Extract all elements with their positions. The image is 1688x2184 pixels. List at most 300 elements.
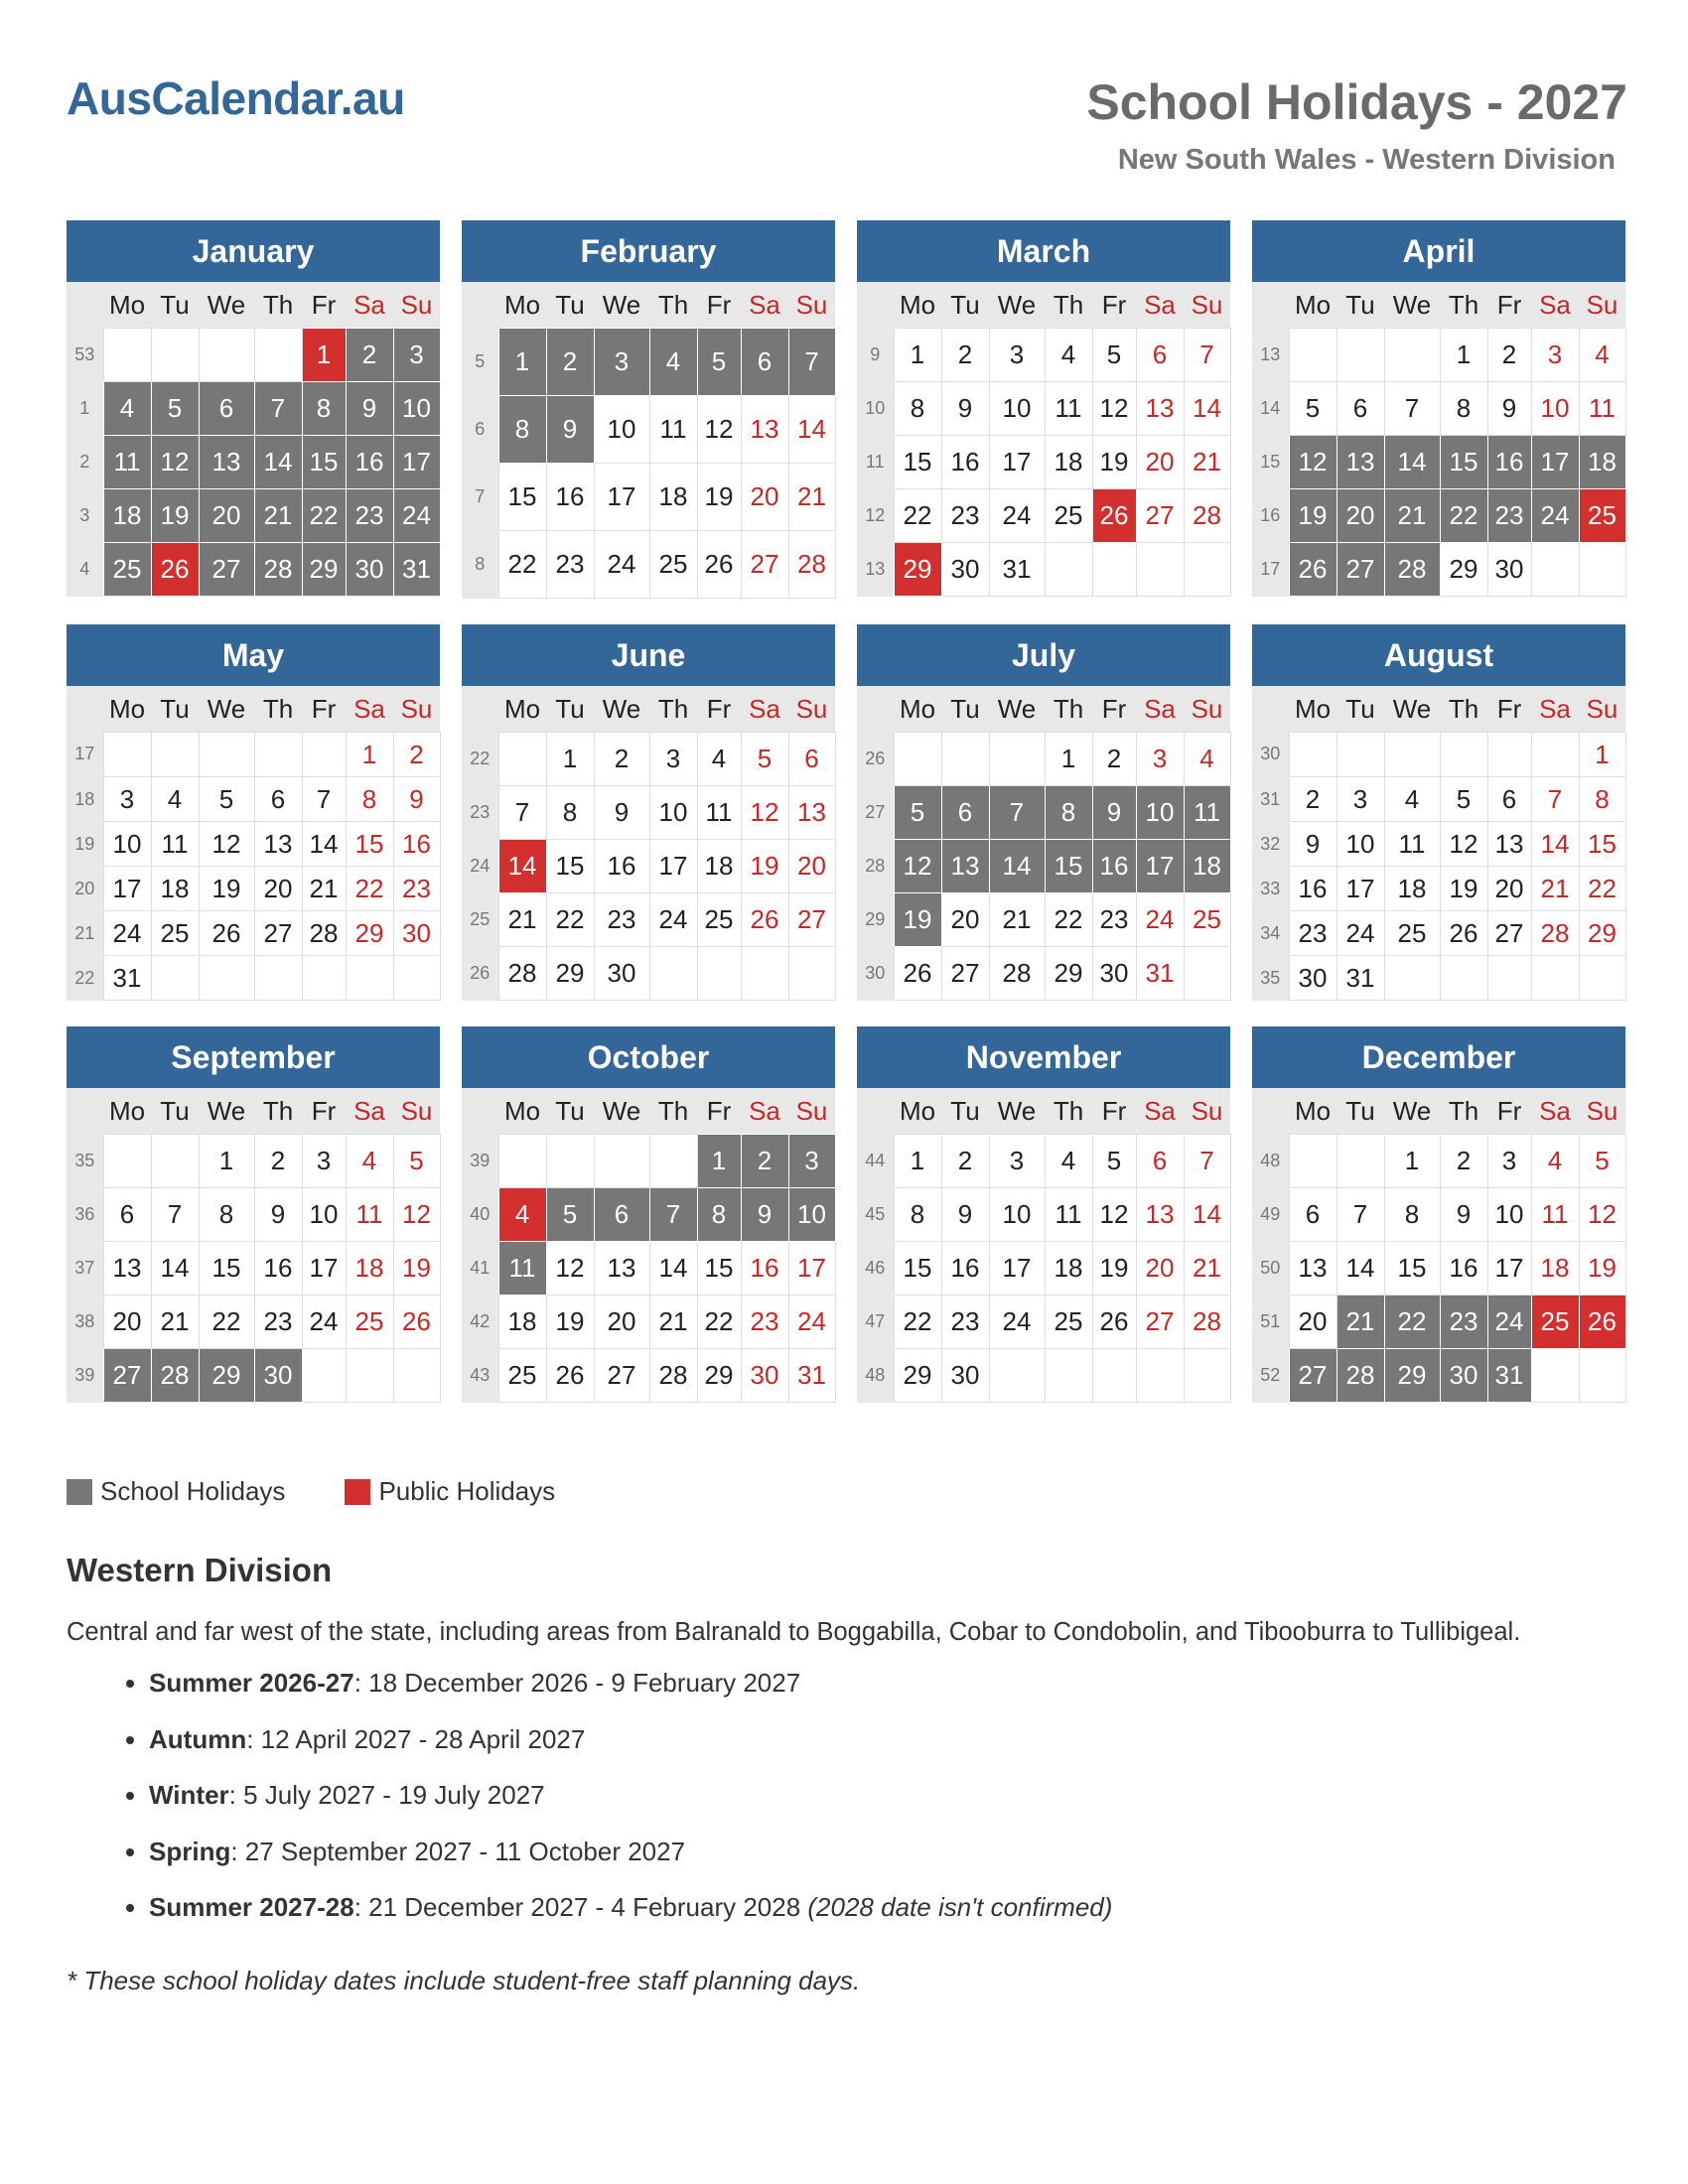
day-cell: 9 bbox=[393, 777, 440, 822]
empty-cell bbox=[788, 947, 835, 1001]
day-cell: 22 bbox=[302, 489, 346, 543]
day-cell: 8 bbox=[894, 1188, 941, 1242]
weekday-label: We bbox=[989, 686, 1045, 733]
day-cell: 2 bbox=[393, 733, 440, 777]
day-cell: 10 bbox=[103, 822, 151, 867]
day-cell: 30 bbox=[594, 947, 649, 1001]
day-cell: 27 bbox=[594, 1349, 649, 1403]
weekday-label: Mo bbox=[498, 686, 546, 733]
day-cell: 25 bbox=[498, 1349, 546, 1403]
day-cell: 31 bbox=[1336, 956, 1384, 1001]
day-cell: 15 bbox=[498, 464, 546, 531]
week-number: 33 bbox=[1252, 867, 1289, 911]
week-number: 34 bbox=[1252, 911, 1289, 956]
weekday-label: Th bbox=[1045, 282, 1092, 329]
month-december bbox=[1252, 1026, 1625, 1403]
empty-cell bbox=[103, 1135, 151, 1188]
month-table bbox=[1252, 282, 1626, 597]
month-january bbox=[67, 220, 440, 599]
day-cell: 9 bbox=[941, 382, 989, 436]
day-cell: 17 bbox=[989, 436, 1045, 489]
day-cell: 12 bbox=[1440, 822, 1487, 867]
day-cell: 29 bbox=[1579, 911, 1625, 956]
day-cell: 14 bbox=[1384, 436, 1440, 489]
weekday-label: Su bbox=[1579, 686, 1625, 733]
month-table bbox=[462, 686, 836, 1001]
day-cell: 22 bbox=[894, 489, 941, 543]
weekday-label: Su bbox=[393, 686, 440, 733]
empty-cell bbox=[1184, 1349, 1230, 1403]
day-cell: 5 bbox=[697, 329, 741, 396]
month-header: September bbox=[67, 1026, 440, 1088]
day-cell: 30 bbox=[254, 1349, 302, 1403]
day-cell: 24 bbox=[1487, 1296, 1531, 1349]
day-cell: 13 bbox=[788, 786, 835, 840]
weekday-label: Su bbox=[1579, 1088, 1625, 1135]
weekday-label: Th bbox=[649, 686, 697, 733]
empty-cell bbox=[151, 733, 199, 777]
day-cell: 13 bbox=[103, 1242, 151, 1296]
empty-cell bbox=[199, 956, 254, 1001]
day-cell: 16 bbox=[1092, 840, 1136, 893]
day-cell: 20 bbox=[199, 489, 254, 543]
week-number: 26 bbox=[462, 947, 498, 1001]
weekday-label: Mo bbox=[894, 1088, 941, 1135]
day-cell: 12 bbox=[199, 822, 254, 867]
empty-cell bbox=[393, 1349, 440, 1403]
legend-school-label: School Holidays bbox=[100, 1476, 286, 1506]
page-title: School Holidays - 2027 bbox=[1086, 74, 1627, 130]
day-cell: 26 bbox=[151, 543, 199, 597]
day-cell: 15 bbox=[346, 822, 393, 867]
legend-public-label: Public Holidays bbox=[378, 1476, 556, 1506]
day-cell: 18 bbox=[1384, 867, 1440, 911]
holiday-item bbox=[149, 1892, 1112, 1949]
empty-cell bbox=[649, 947, 697, 1001]
day-cell: 18 bbox=[1045, 1242, 1092, 1296]
week-number: 3 bbox=[67, 489, 103, 543]
empty-cell bbox=[151, 956, 199, 1001]
weekday-label: Fr bbox=[1487, 282, 1531, 329]
day-cell: 24 bbox=[649, 893, 697, 947]
day-cell: 8 bbox=[199, 1188, 254, 1242]
weekday-label: Mo bbox=[103, 1088, 151, 1135]
month-august bbox=[1252, 624, 1625, 1001]
week-number: 17 bbox=[1252, 543, 1289, 597]
week-number: 20 bbox=[67, 867, 103, 911]
weekday-label: Fr bbox=[1092, 1088, 1136, 1135]
weekday-label: Sa bbox=[1531, 686, 1579, 733]
day-cell: 5 bbox=[1289, 382, 1336, 436]
empty-cell bbox=[254, 329, 302, 382]
month-header: March bbox=[857, 220, 1230, 282]
week-number: 25 bbox=[462, 893, 498, 947]
day-cell: 1 bbox=[498, 329, 546, 396]
day-cell: 10 bbox=[989, 1188, 1045, 1242]
weekday-label: Tu bbox=[151, 1088, 199, 1135]
day-cell: 21 bbox=[302, 867, 346, 911]
weekday-label: Tu bbox=[941, 282, 989, 329]
weekday-label: Fr bbox=[302, 686, 346, 733]
empty-cell bbox=[1487, 956, 1531, 1001]
week-number: 37 bbox=[67, 1242, 103, 1296]
day-cell: 10 bbox=[393, 382, 440, 436]
week-number: 6 bbox=[462, 396, 498, 464]
day-cell: 7 bbox=[989, 786, 1045, 840]
day-cell: 1 bbox=[546, 733, 594, 786]
day-cell: 1 bbox=[1384, 1135, 1440, 1188]
day-cell: 18 bbox=[1579, 436, 1625, 489]
day-cell: 19 bbox=[1440, 867, 1487, 911]
day-cell: 26 bbox=[1579, 1296, 1625, 1349]
month-header: October bbox=[462, 1026, 835, 1088]
holiday-name: Winter bbox=[149, 1780, 229, 1810]
weekday-label: Th bbox=[254, 282, 302, 329]
weekday-label: Tu bbox=[941, 1088, 989, 1135]
day-cell: 8 bbox=[1579, 777, 1625, 822]
holiday-dates: : 5 July 2027 - 19 July 2027 bbox=[228, 1780, 545, 1810]
weekday-label: We bbox=[989, 282, 1045, 329]
day-cell: 8 bbox=[546, 786, 594, 840]
day-cell: 11 bbox=[151, 822, 199, 867]
day-cell: 24 bbox=[103, 911, 151, 956]
site-logo[interactable]: AusCalendar.au bbox=[67, 72, 405, 124]
empty-cell bbox=[1336, 1135, 1384, 1188]
week-number: 2 bbox=[67, 436, 103, 489]
week-number: 42 bbox=[462, 1296, 498, 1349]
day-cell: 16 bbox=[393, 822, 440, 867]
week-number: 12 bbox=[857, 489, 894, 543]
day-cell: 26 bbox=[199, 911, 254, 956]
day-cell: 8 bbox=[697, 1188, 741, 1242]
weekday-label: Sa bbox=[741, 1088, 788, 1135]
day-cell: 28 bbox=[254, 543, 302, 597]
day-cell: 14 bbox=[1184, 1188, 1230, 1242]
day-cell: 14 bbox=[1336, 1242, 1384, 1296]
day-cell: 31 bbox=[788, 1349, 835, 1403]
weekday-label: Sa bbox=[741, 282, 788, 329]
day-cell: 7 bbox=[151, 1188, 199, 1242]
day-cell: 4 bbox=[1531, 1135, 1579, 1188]
day-cell: 25 bbox=[649, 531, 697, 599]
day-cell: 28 bbox=[1531, 911, 1579, 956]
day-cell: 27 bbox=[941, 947, 989, 1001]
day-cell: 4 bbox=[151, 777, 199, 822]
week-number: 21 bbox=[67, 911, 103, 956]
empty-cell bbox=[1531, 956, 1579, 1001]
day-cell: 4 bbox=[1184, 733, 1230, 786]
day-cell: 3 bbox=[103, 777, 151, 822]
day-cell: 14 bbox=[649, 1242, 697, 1296]
weekday-label: We bbox=[1384, 282, 1440, 329]
day-cell: 23 bbox=[546, 531, 594, 599]
day-cell: 24 bbox=[788, 1296, 835, 1349]
day-cell: 31 bbox=[103, 956, 151, 1001]
holiday-dates: : 21 December 2027 - 4 February 2028 bbox=[353, 1892, 808, 1922]
day-cell: 13 bbox=[199, 436, 254, 489]
week-number: 32 bbox=[1252, 822, 1289, 867]
day-cell: 6 bbox=[741, 329, 788, 396]
weekday-label: We bbox=[594, 282, 649, 329]
day-cell: 27 bbox=[1336, 543, 1384, 597]
week-number-header bbox=[67, 282, 103, 329]
week-number: 49 bbox=[1252, 1188, 1289, 1242]
month-table bbox=[67, 282, 441, 597]
weekday-label: Tu bbox=[546, 1088, 594, 1135]
day-cell: 5 bbox=[894, 786, 941, 840]
holiday-item bbox=[149, 1668, 1112, 1724]
day-cell: 21 bbox=[788, 464, 835, 531]
month-header: May bbox=[67, 624, 440, 686]
public-holiday-swatch bbox=[345, 1479, 370, 1505]
empty-cell bbox=[1579, 956, 1625, 1001]
day-cell: 4 bbox=[1045, 1135, 1092, 1188]
week-number-header bbox=[462, 1088, 498, 1135]
day-cell: 27 bbox=[103, 1349, 151, 1403]
weekday-label: Th bbox=[1440, 282, 1487, 329]
empty-cell bbox=[393, 956, 440, 1001]
day-cell: 19 bbox=[393, 1242, 440, 1296]
empty-cell bbox=[1136, 543, 1184, 597]
day-cell: 12 bbox=[151, 436, 199, 489]
day-cell: 11 bbox=[1045, 1188, 1092, 1242]
day-cell: 2 bbox=[741, 1135, 788, 1188]
day-cell: 8 bbox=[1440, 382, 1487, 436]
day-cell: 24 bbox=[393, 489, 440, 543]
week-number: 41 bbox=[462, 1242, 498, 1296]
empty-cell bbox=[1384, 329, 1440, 382]
weekday-label: Tu bbox=[941, 686, 989, 733]
day-cell: 5 bbox=[1440, 777, 1487, 822]
empty-cell bbox=[546, 1135, 594, 1188]
day-cell: 1 bbox=[199, 1135, 254, 1188]
week-number: 23 bbox=[462, 786, 498, 840]
weekday-label: Tu bbox=[1336, 1088, 1384, 1135]
day-cell: 16 bbox=[346, 436, 393, 489]
day-cell: 14 bbox=[1184, 382, 1230, 436]
day-cell: 13 bbox=[1336, 436, 1384, 489]
day-cell: 16 bbox=[941, 1242, 989, 1296]
month-table bbox=[1252, 686, 1626, 1001]
day-cell: 6 bbox=[1289, 1188, 1336, 1242]
day-cell: 18 bbox=[697, 840, 741, 893]
day-cell: 27 bbox=[199, 543, 254, 597]
weekday-label: Th bbox=[254, 686, 302, 733]
weekday-label: Tu bbox=[1336, 686, 1384, 733]
weekday-label: We bbox=[199, 282, 254, 329]
week-number-header bbox=[67, 1088, 103, 1135]
day-cell: 9 bbox=[741, 1188, 788, 1242]
day-cell: 30 bbox=[941, 1349, 989, 1403]
day-cell: 9 bbox=[1289, 822, 1336, 867]
weekday-label: Fr bbox=[302, 1088, 346, 1135]
day-cell: 8 bbox=[1384, 1188, 1440, 1242]
day-cell: 2 bbox=[1487, 329, 1531, 382]
day-cell: 22 bbox=[546, 893, 594, 947]
day-cell: 17 bbox=[1136, 840, 1184, 893]
day-cell: 4 bbox=[346, 1135, 393, 1188]
week-number-header bbox=[1252, 1088, 1289, 1135]
weekday-label: We bbox=[594, 1088, 649, 1135]
day-cell: 10 bbox=[989, 382, 1045, 436]
day-cell: 1 bbox=[697, 1135, 741, 1188]
month-september bbox=[67, 1026, 440, 1403]
day-cell: 29 bbox=[1440, 543, 1487, 597]
week-number: 22 bbox=[462, 733, 498, 786]
month-february bbox=[462, 220, 835, 599]
day-cell: 24 bbox=[594, 531, 649, 599]
week-number: 51 bbox=[1252, 1296, 1289, 1349]
month-header: June bbox=[462, 624, 835, 686]
day-cell: 28 bbox=[1384, 543, 1440, 597]
week-number: 39 bbox=[67, 1349, 103, 1403]
day-cell: 7 bbox=[1336, 1188, 1384, 1242]
day-cell: 22 bbox=[1384, 1296, 1440, 1349]
weekday-label: We bbox=[1384, 686, 1440, 733]
day-cell: 22 bbox=[199, 1296, 254, 1349]
day-cell: 28 bbox=[788, 531, 835, 599]
empty-cell bbox=[1440, 733, 1487, 777]
weekday-label: Su bbox=[393, 1088, 440, 1135]
weekday-label: Mo bbox=[103, 686, 151, 733]
day-cell: 1 bbox=[1045, 733, 1092, 786]
day-cell: 12 bbox=[1092, 382, 1136, 436]
week-number-header bbox=[857, 1088, 894, 1135]
day-cell: 29 bbox=[302, 543, 346, 597]
day-cell: 16 bbox=[594, 840, 649, 893]
day-cell: 12 bbox=[1579, 1188, 1625, 1242]
day-cell: 17 bbox=[103, 867, 151, 911]
day-cell: 26 bbox=[697, 531, 741, 599]
week-number: 9 bbox=[857, 329, 894, 382]
day-cell: 2 bbox=[1289, 777, 1336, 822]
day-cell: 15 bbox=[1384, 1242, 1440, 1296]
empty-cell bbox=[302, 1349, 346, 1403]
day-cell: 29 bbox=[199, 1349, 254, 1403]
day-cell: 26 bbox=[1440, 911, 1487, 956]
day-cell: 2 bbox=[254, 1135, 302, 1188]
day-cell: 19 bbox=[697, 464, 741, 531]
day-cell: 18 bbox=[346, 1242, 393, 1296]
month-header: February bbox=[462, 220, 835, 282]
day-cell: 30 bbox=[941, 543, 989, 597]
school-holiday-swatch bbox=[67, 1479, 92, 1505]
week-number: 35 bbox=[1252, 956, 1289, 1001]
week-number-header bbox=[857, 282, 894, 329]
weekday-label: We bbox=[594, 686, 649, 733]
day-cell: 15 bbox=[1440, 436, 1487, 489]
day-cell: 12 bbox=[1092, 1188, 1136, 1242]
day-cell: 30 bbox=[741, 1349, 788, 1403]
day-cell: 15 bbox=[546, 840, 594, 893]
day-cell: 4 bbox=[103, 382, 151, 436]
day-cell: 30 bbox=[1487, 543, 1531, 597]
empty-cell bbox=[199, 733, 254, 777]
week-number-header bbox=[462, 686, 498, 733]
day-cell: 27 bbox=[741, 531, 788, 599]
day-cell: 3 bbox=[302, 1135, 346, 1188]
week-number: 14 bbox=[1252, 382, 1289, 436]
day-cell: 17 bbox=[302, 1242, 346, 1296]
day-cell: 29 bbox=[697, 1349, 741, 1403]
weekday-label: Th bbox=[1440, 686, 1487, 733]
empty-cell bbox=[741, 947, 788, 1001]
day-cell: 17 bbox=[989, 1242, 1045, 1296]
day-cell: 5 bbox=[151, 382, 199, 436]
week-number: 11 bbox=[857, 436, 894, 489]
day-cell: 3 bbox=[788, 1135, 835, 1188]
day-cell: 16 bbox=[1440, 1242, 1487, 1296]
day-cell: 4 bbox=[498, 1188, 546, 1242]
day-cell: 20 bbox=[1487, 867, 1531, 911]
day-cell: 1 bbox=[346, 733, 393, 777]
day-cell: 27 bbox=[1487, 911, 1531, 956]
day-cell: 22 bbox=[697, 1296, 741, 1349]
empty-cell bbox=[894, 733, 941, 786]
day-cell: 23 bbox=[941, 1296, 989, 1349]
day-cell: 23 bbox=[254, 1296, 302, 1349]
day-cell: 29 bbox=[546, 947, 594, 1001]
week-number: 17 bbox=[67, 733, 103, 777]
week-number: 36 bbox=[67, 1188, 103, 1242]
day-cell: 19 bbox=[741, 840, 788, 893]
day-cell: 18 bbox=[103, 489, 151, 543]
day-cell: 15 bbox=[302, 436, 346, 489]
day-cell: 19 bbox=[546, 1296, 594, 1349]
weekday-label: Sa bbox=[1136, 1088, 1184, 1135]
day-cell: 13 bbox=[1289, 1242, 1336, 1296]
day-cell: 1 bbox=[894, 1135, 941, 1188]
weekday-label: Tu bbox=[546, 686, 594, 733]
day-cell: 25 bbox=[1531, 1296, 1579, 1349]
day-cell: 28 bbox=[989, 947, 1045, 1001]
day-cell: 8 bbox=[346, 777, 393, 822]
month-header: April bbox=[1252, 220, 1625, 282]
holiday-dates: : 12 April 2027 - 28 April 2027 bbox=[246, 1723, 586, 1754]
empty-cell bbox=[989, 733, 1045, 786]
week-number: 31 bbox=[1252, 777, 1289, 822]
week-number: 26 bbox=[857, 733, 894, 786]
weekday-label: Su bbox=[1184, 686, 1230, 733]
day-cell: 31 bbox=[393, 543, 440, 597]
holiday-note: (2028 date isn't confirmed) bbox=[807, 1892, 1113, 1922]
region-heading: Western Division bbox=[67, 1552, 333, 1588]
weekday-label: Th bbox=[1045, 1088, 1092, 1135]
month-june bbox=[462, 624, 835, 1001]
day-cell: 2 bbox=[594, 733, 649, 786]
week-number: 16 bbox=[1252, 489, 1289, 543]
empty-cell bbox=[1289, 329, 1336, 382]
day-cell: 19 bbox=[151, 489, 199, 543]
week-number: 45 bbox=[857, 1188, 894, 1242]
day-cell: 11 bbox=[1184, 786, 1230, 840]
month-march bbox=[857, 220, 1230, 599]
day-cell: 17 bbox=[649, 840, 697, 893]
day-cell: 17 bbox=[393, 436, 440, 489]
empty-cell bbox=[1531, 1349, 1579, 1403]
day-cell: 5 bbox=[1092, 1135, 1136, 1188]
holiday-name: Spring bbox=[149, 1836, 231, 1866]
week-number: 29 bbox=[857, 893, 894, 947]
day-cell: 12 bbox=[1289, 436, 1336, 489]
weekday-label: Sa bbox=[346, 282, 393, 329]
month-may bbox=[67, 624, 440, 1001]
day-cell: 30 bbox=[1092, 947, 1136, 1001]
weekday-label: Th bbox=[649, 1088, 697, 1135]
empty-cell bbox=[346, 956, 393, 1001]
legend bbox=[67, 1476, 615, 1507]
month-table bbox=[1252, 1088, 1626, 1403]
